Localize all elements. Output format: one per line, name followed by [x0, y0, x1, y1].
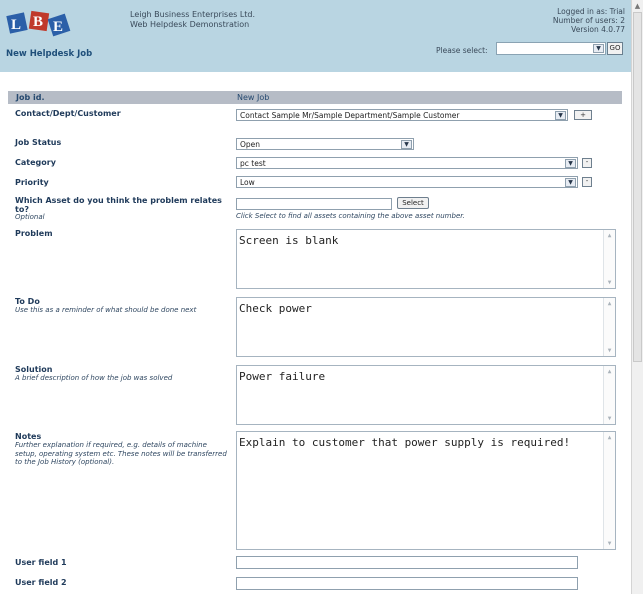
solution-textarea[interactable] [236, 365, 616, 425]
version-text: Version 4.0.77 [571, 25, 625, 34]
svg-text:B: B [33, 14, 44, 30]
notes-textarea[interactable] [236, 431, 616, 550]
contact-select[interactable] [236, 109, 568, 121]
asset-label: Which Asset do you think the problem relates to? [15, 196, 222, 214]
page-title: New Helpdesk Job [6, 49, 93, 59]
contact-label: Contact/Dept/Customer [15, 109, 121, 118]
chevron-down-icon[interactable]: ▼ [565, 178, 576, 187]
company-info [130, 10, 255, 30]
asset-optional: Optional [15, 213, 45, 221]
problem-textarea[interactable] [236, 229, 616, 289]
textarea-scrollbar[interactable] [603, 298, 615, 356]
todo-hint: Use this as a reminder of what should be done next [15, 306, 197, 314]
chevron-down-icon[interactable]: ▼ [593, 44, 604, 53]
todo-textarea[interactable] [236, 297, 616, 357]
job-id-row [8, 91, 622, 104]
asset-select-button[interactable]: Select [397, 197, 429, 209]
chevron-down-icon[interactable]: ▼ [401, 140, 412, 149]
problem-value: Screen is blank [239, 234, 339, 247]
job-status-value: Open [240, 140, 261, 149]
user-field-2-input[interactable] [236, 577, 578, 590]
priority-label: Priority [15, 178, 49, 187]
svg-text:L: L [11, 17, 22, 33]
user-field-1-input[interactable] [236, 556, 578, 569]
job-status-select[interactable] [236, 138, 414, 150]
textarea-scrollbar[interactable] [603, 432, 615, 549]
todo-label: To Do [15, 297, 40, 306]
contact-value: Contact Sample Mr/Sample Department/Sample Customer [240, 111, 460, 120]
arrow-down-icon[interactable]: ▼ [607, 347, 612, 354]
please-select-label: Please select: [436, 46, 488, 55]
category-select[interactable] [236, 157, 578, 169]
job-id-label: Job id. [16, 93, 45, 102]
page-scrollbar[interactable] [631, 0, 643, 594]
header-bar [0, 0, 631, 72]
solution-hint: A brief description of how the job was solved [15, 374, 173, 382]
svg-text:E: E [53, 19, 64, 35]
arrow-down-icon[interactable]: ▼ [607, 415, 612, 422]
todo-value: Check power [239, 302, 312, 315]
remove-priority-button[interactable]: - [582, 177, 592, 187]
scrollbar-thumb[interactable] [633, 12, 642, 362]
chevron-down-icon[interactable]: ▼ [555, 111, 566, 120]
product-name: Web Helpdesk Demonstration [130, 20, 250, 29]
arrow-up-icon[interactable]: ▲ [634, 2, 641, 10]
priority-value: Low [240, 178, 255, 187]
asset-hint: Click Select to find all assets containing the above asset number. [236, 212, 465, 220]
arrow-down-icon[interactable]: ▼ [607, 540, 612, 547]
problem-label: Problem [15, 229, 53, 238]
remove-category-button[interactable]: - [582, 158, 592, 168]
notes-label: Notes [15, 432, 42, 441]
user-field-1-label: User field 1 [15, 558, 67, 567]
textarea-scrollbar[interactable] [603, 366, 615, 424]
add-contact-button[interactable]: + [574, 110, 592, 120]
textarea-scrollbar[interactable] [603, 230, 615, 288]
nav-select[interactable] [496, 42, 606, 55]
user-count-text: Number of users: 2 [552, 16, 625, 25]
arrow-down-icon[interactable]: ▼ [607, 279, 612, 286]
priority-select[interactable] [236, 176, 578, 188]
company-name: Leigh Business Enterprises Ltd. [130, 10, 256, 19]
logged-in-text: Logged in as: Trial [557, 7, 625, 16]
go-button[interactable]: GO [607, 42, 623, 55]
login-info [553, 7, 625, 34]
arrow-up-icon[interactable]: ▲ [607, 368, 612, 375]
asset-input[interactable] [236, 198, 392, 210]
notes-hint: Further explanation if required, e.g. details of machine setup, operating system etc. These notes will be transferred to the Job History (optional). [15, 441, 227, 466]
category-value: pc test [240, 159, 266, 168]
job-status-label: Job Status [15, 138, 62, 147]
user-field-2-label: User field 2 [15, 578, 67, 587]
lbe-logo [6, 6, 72, 38]
arrow-up-icon[interactable]: ▲ [607, 232, 612, 239]
solution-label: Solution [15, 365, 53, 374]
arrow-up-icon[interactable]: ▲ [607, 434, 612, 441]
arrow-up-icon[interactable]: ▲ [607, 300, 612, 307]
chevron-down-icon[interactable]: ▼ [565, 159, 576, 168]
job-id-value: New Job [237, 93, 270, 102]
solution-value: Power failure [239, 370, 326, 383]
category-label: Category [15, 158, 56, 167]
notes-value: Explain to customer that power supply is required! [239, 436, 571, 449]
